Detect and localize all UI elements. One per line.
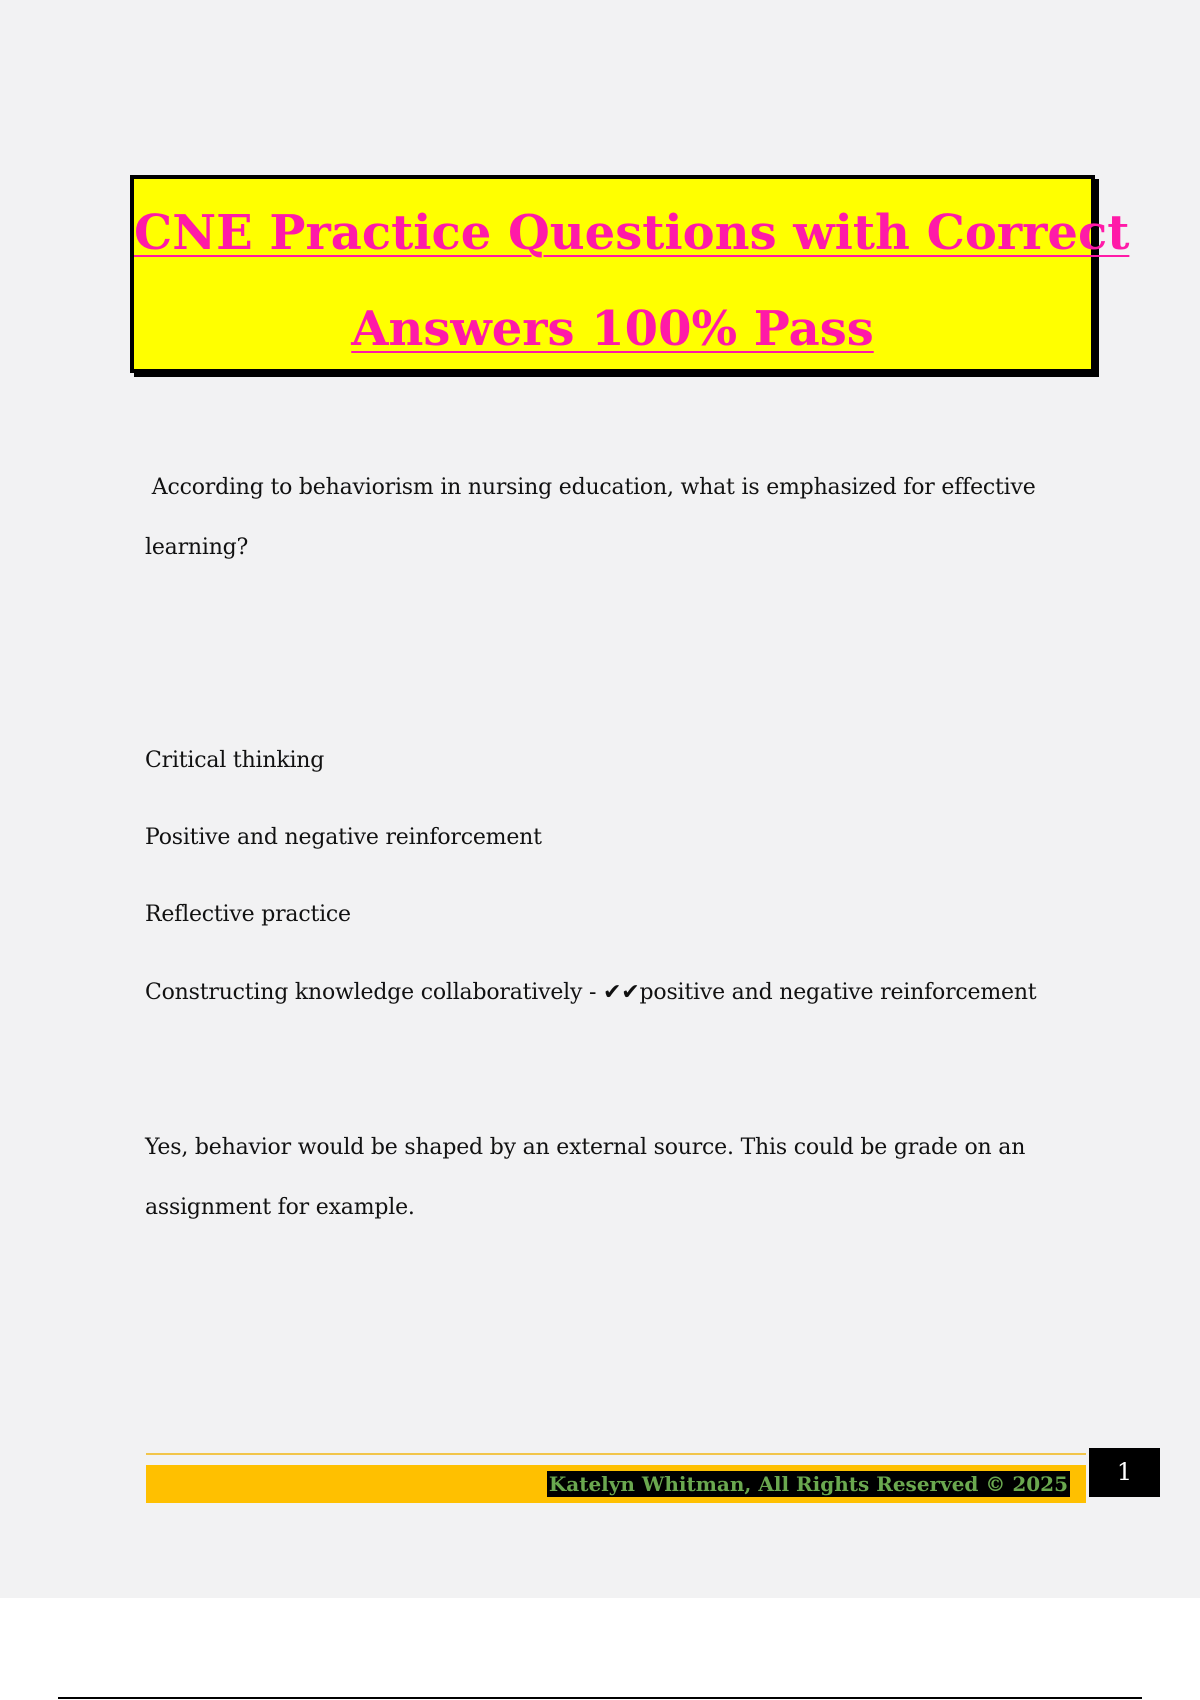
option-2: Positive and negative reinforcement	[145, 825, 542, 850]
footer-copyright: Katelyn Whitman, All Rights Reserved © 2025	[548, 1472, 1068, 1496]
answer-line-1: Yes, behavior would be shaped by an external source. This could be grade on an	[145, 1135, 1026, 1160]
title-banner	[130, 175, 1130, 373]
footer-divider	[146, 1453, 1086, 1455]
title-line-2: Answers 100% Pass	[351, 301, 874, 357]
question-line-2: learning?	[145, 535, 249, 560]
page-number: 1	[1089, 1448, 1160, 1497]
answer-explanation	[145, 1118, 1025, 1238]
page-bottom-rule	[58, 1697, 1142, 1699]
question-line-1: According to behaviorism in nursing education, what is emphasized for effective	[145, 475, 1036, 500]
question-text	[145, 458, 1036, 578]
option-1: Critical thinking	[145, 748, 325, 773]
footer-bar	[146, 1465, 1086, 1503]
title-line-1: CNE Practice Questions with Correct	[134, 205, 1130, 261]
answer-line-2: assignment for example.	[145, 1195, 415, 1220]
option-3: Reflective practice	[145, 902, 351, 927]
option-4-with-answer: Constructing knowledge collaboratively - ✔✔positive and negative reinforcement	[145, 980, 1037, 1005]
